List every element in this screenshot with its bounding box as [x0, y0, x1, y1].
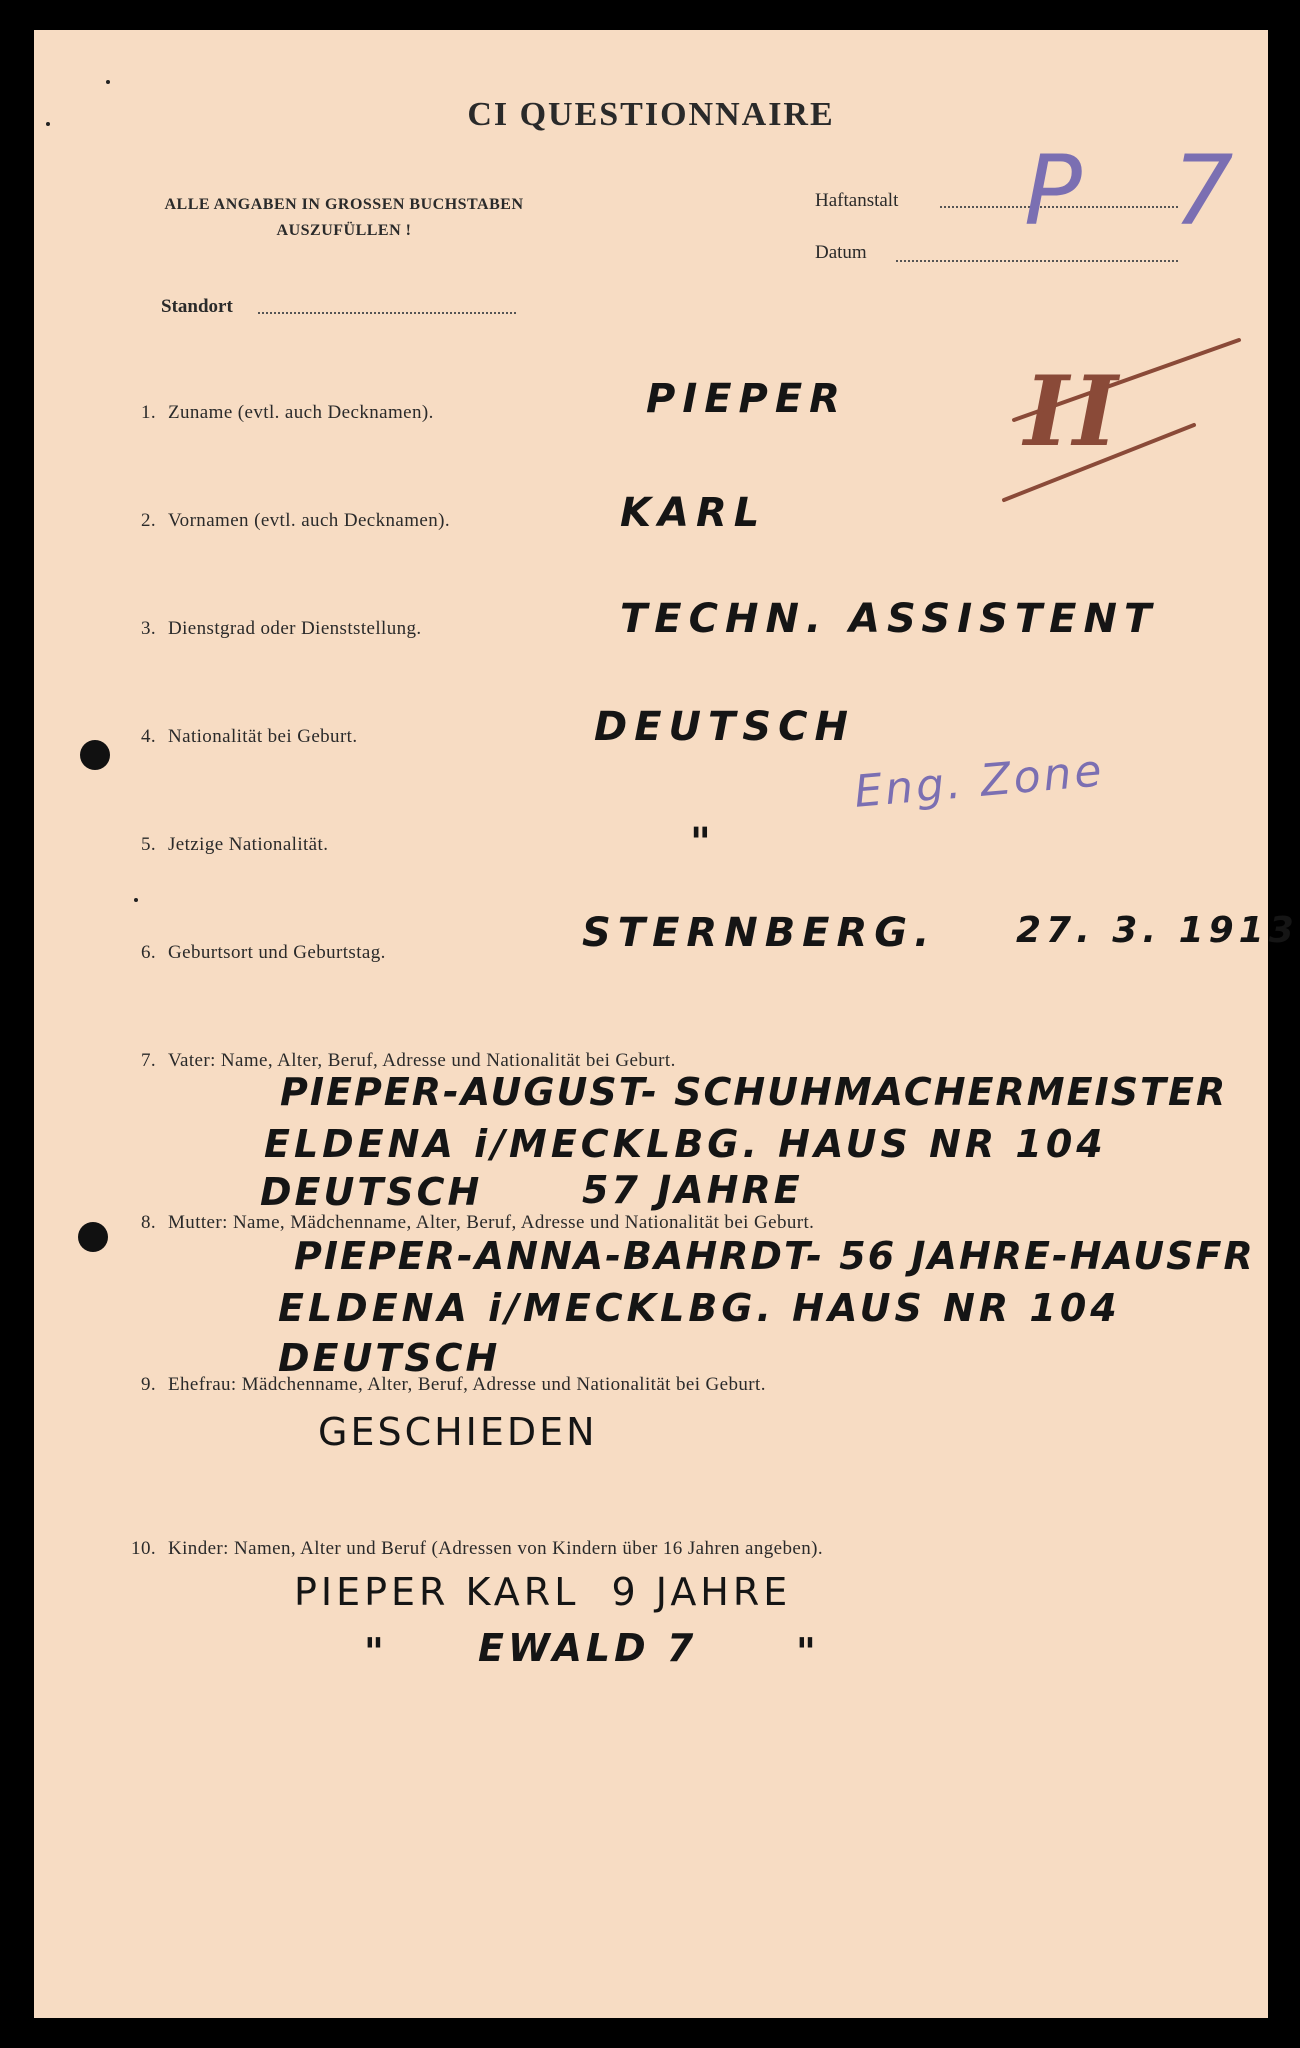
field-4-text: Nationalität bei Geburt. — [168, 726, 358, 747]
annotation-zone: Eng. Zone — [852, 745, 1107, 818]
field-10-label — [124, 1538, 823, 1560]
punch-hole — [78, 1222, 108, 1252]
questionnaire-page — [34, 30, 1299, 2018]
kinder-line-2-ditto-2: " — [796, 1630, 823, 1674]
paper-speck — [134, 898, 138, 902]
field-5-label — [124, 834, 328, 856]
field-1-value: PIEPER — [646, 376, 847, 422]
field-5-number: 5. — [140, 834, 156, 855]
field-1-label — [124, 402, 434, 424]
ehefrau-value: GESCHIEDEN — [318, 1410, 598, 1454]
field-9-number: 9. — [140, 1374, 156, 1395]
haftanstalt-label: Haftanstalt — [815, 190, 899, 211]
field-3-value: TECHN. ASSISTENT — [620, 596, 1159, 642]
vater-line-2: ELDENA i/MECKLBG. HAUS NR 104 — [264, 1122, 1107, 1166]
field-10-number: 10. — [131, 1538, 156, 1559]
field-1-text: Zuname (evtl. auch Decknamen). — [168, 402, 434, 423]
field-2-label — [124, 510, 450, 532]
field-6-number: 6. — [140, 942, 156, 963]
instruction-block — [154, 192, 534, 244]
field-5-value: " — [690, 820, 718, 866]
field-10-text: Kinder: Namen, Alter und Beruf (Adressen von Kindern über 16 Jahren angeben). — [168, 1538, 823, 1559]
kinder-line-2-name: EWALD 7 — [478, 1626, 698, 1670]
field-4-number: 4. — [140, 726, 156, 747]
vater-line-3-age: 57 JAHRE — [582, 1168, 803, 1212]
annotation-roman: II — [1024, 355, 1122, 468]
field-3-text: Dienstgrad oder Dienststellung. — [168, 618, 422, 639]
field-4-label — [124, 726, 358, 748]
field-2-number: 2. — [140, 510, 156, 531]
datum-line — [896, 260, 1178, 262]
kinder-line-2-ditto-1: " — [364, 1630, 391, 1674]
instruction-line-2: AUSZUFÜLLEN ! — [276, 222, 412, 239]
standort-label: Standort — [161, 296, 233, 317]
kinder-line-1: PIEPER KARL 9 JAHRE — [294, 1570, 792, 1614]
paper-speck — [46, 122, 50, 126]
instruction-line-1: ALLE ANGABEN IN GROSSEN BUCHSTABEN — [164, 196, 524, 213]
field-7-number: 7. — [140, 1050, 156, 1071]
field-7-label — [124, 1050, 676, 1072]
mutter-line-1: PIEPER-ANNA-BAHRDT- 56 JAHRE-HAUSFR — [294, 1234, 1255, 1278]
annotation-top-right: P 7 — [1024, 135, 1264, 247]
field-6-birthplace: STERNBERG. — [582, 910, 937, 956]
field-1-number: 1. — [140, 402, 156, 423]
field-9-label — [124, 1374, 766, 1396]
field-9-text: Ehefrau: Mädchenname, Alter, Beruf, Adresse und Nationalität bei Geburt. — [168, 1374, 766, 1395]
field-6-text: Geburtsort und Geburtstag. — [168, 942, 386, 963]
field-3-number: 3. — [140, 618, 156, 639]
mutter-line-3: DEUTSCH — [278, 1336, 501, 1380]
annotation-strokes — [984, 310, 1254, 510]
page-title: CI QUESTIONNAIRE — [467, 96, 835, 133]
paper-speck — [106, 80, 110, 84]
field-4-value: DEUTSCH — [594, 704, 855, 750]
datum-label: Datum — [815, 242, 867, 263]
field-2-text: Vornamen (evtl. auch Decknamen). — [168, 510, 451, 531]
field-8-text: Mutter: Name, Mädchenname, Alter, Beruf, Adresse und Nationalität bei Geburt. — [168, 1212, 815, 1233]
mutter-line-2: ELDENA i/MECKLBG. HAUS NR 104 — [278, 1286, 1121, 1330]
field-6-label — [124, 942, 386, 964]
field-6-birthdate: 27. 3. 1913 — [1016, 910, 1299, 951]
field-2-value: KARL — [620, 490, 767, 536]
field-5-text: Jetzige Nationalität. — [168, 834, 329, 855]
punch-hole — [80, 740, 110, 770]
field-7-text: Vater: Name, Alter, Beruf, Adresse und Nationalität bei Geburt. — [168, 1050, 676, 1071]
vater-line-1: PIEPER-AUGUST- SCHUHMACHERMEISTER — [280, 1070, 1228, 1114]
standort-line — [258, 312, 516, 314]
field-8-number: 8. — [140, 1212, 156, 1233]
field-8-label — [124, 1212, 814, 1234]
field-3-label — [124, 618, 422, 640]
vater-line-3-nationality: DEUTSCH — [260, 1170, 483, 1214]
